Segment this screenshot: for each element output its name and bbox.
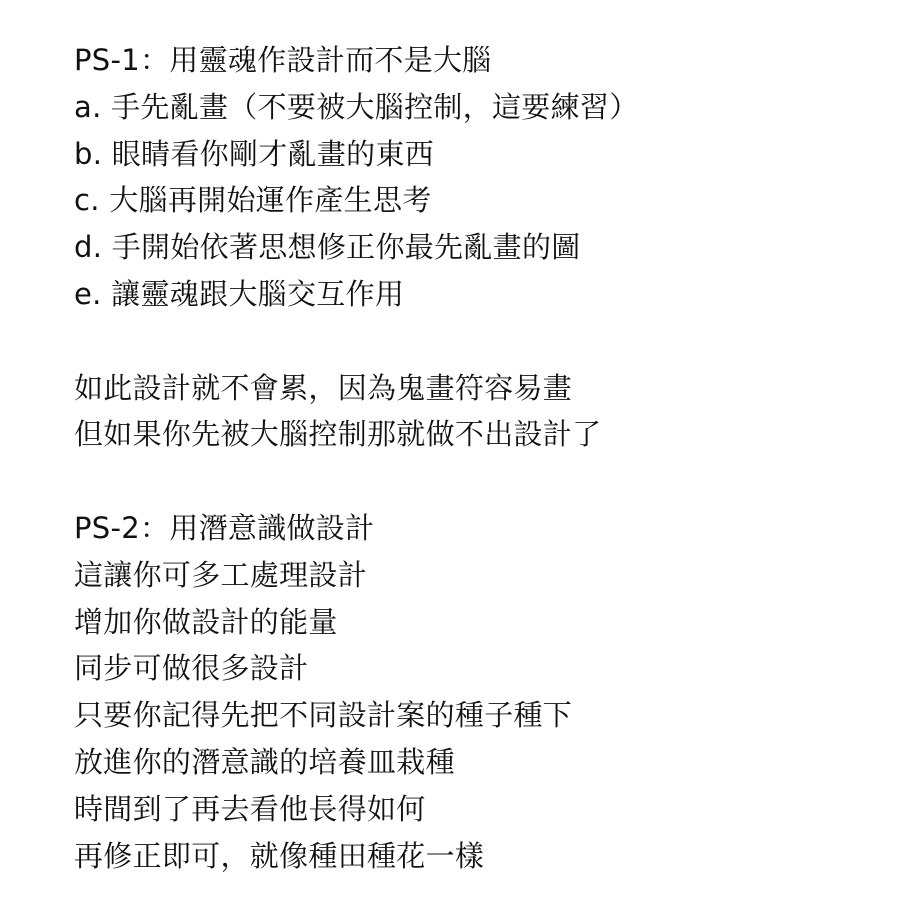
ps1-heading: PS-1：用靈魂作設計而不是大腦 bbox=[74, 43, 492, 77]
ps2-heading: PS-2：用潛意識做設計 bbox=[74, 510, 375, 545]
ps1-section bbox=[74, 37, 887, 318]
ps1-step-a: a. 手先亂畫（不要被大腦控制，這要練習） bbox=[74, 89, 639, 124]
ps1-step-b: b. 眼睛看你剛才亂畫的東西 bbox=[74, 136, 435, 171]
document-body bbox=[74, 37, 887, 879]
ps1-step-c: c. 大腦再開始運作產生思考 bbox=[74, 183, 432, 218]
ps1-step-e: e. 讓靈魂跟大腦交互作用 bbox=[74, 276, 405, 311]
ps2-line-2: 增加你做設計的能量 bbox=[74, 604, 338, 639]
spacer bbox=[74, 458, 887, 505]
conclusion-line-1: 如此設計就不會累，因為鬼畫符容易畫 bbox=[74, 370, 573, 405]
ps2-section bbox=[74, 505, 887, 879]
conclusion-line-2: 但如果你先被大腦控制那就做不出設計了 bbox=[74, 417, 602, 452]
ps2-line-1: 這讓你可多工處理設計 bbox=[74, 557, 368, 592]
spacer bbox=[74, 318, 887, 365]
ps2-line-5: 放進你的潛意識的培養皿栽種 bbox=[74, 744, 455, 779]
ps2-line-4: 只要你記得先把不同設計案的種子種下 bbox=[74, 698, 573, 733]
ps2-line-3: 同步可做很多設計 bbox=[74, 651, 309, 686]
ps2-line-7: 再修正即可，就像種田種花一樣 bbox=[74, 838, 485, 873]
ps1-step-d: d. 手開始依著思想修正你最先亂畫的圖 bbox=[74, 230, 581, 265]
ps1-conclusion bbox=[74, 365, 887, 459]
ps2-line-6: 時間到了再去看他長得如何 bbox=[74, 791, 426, 826]
